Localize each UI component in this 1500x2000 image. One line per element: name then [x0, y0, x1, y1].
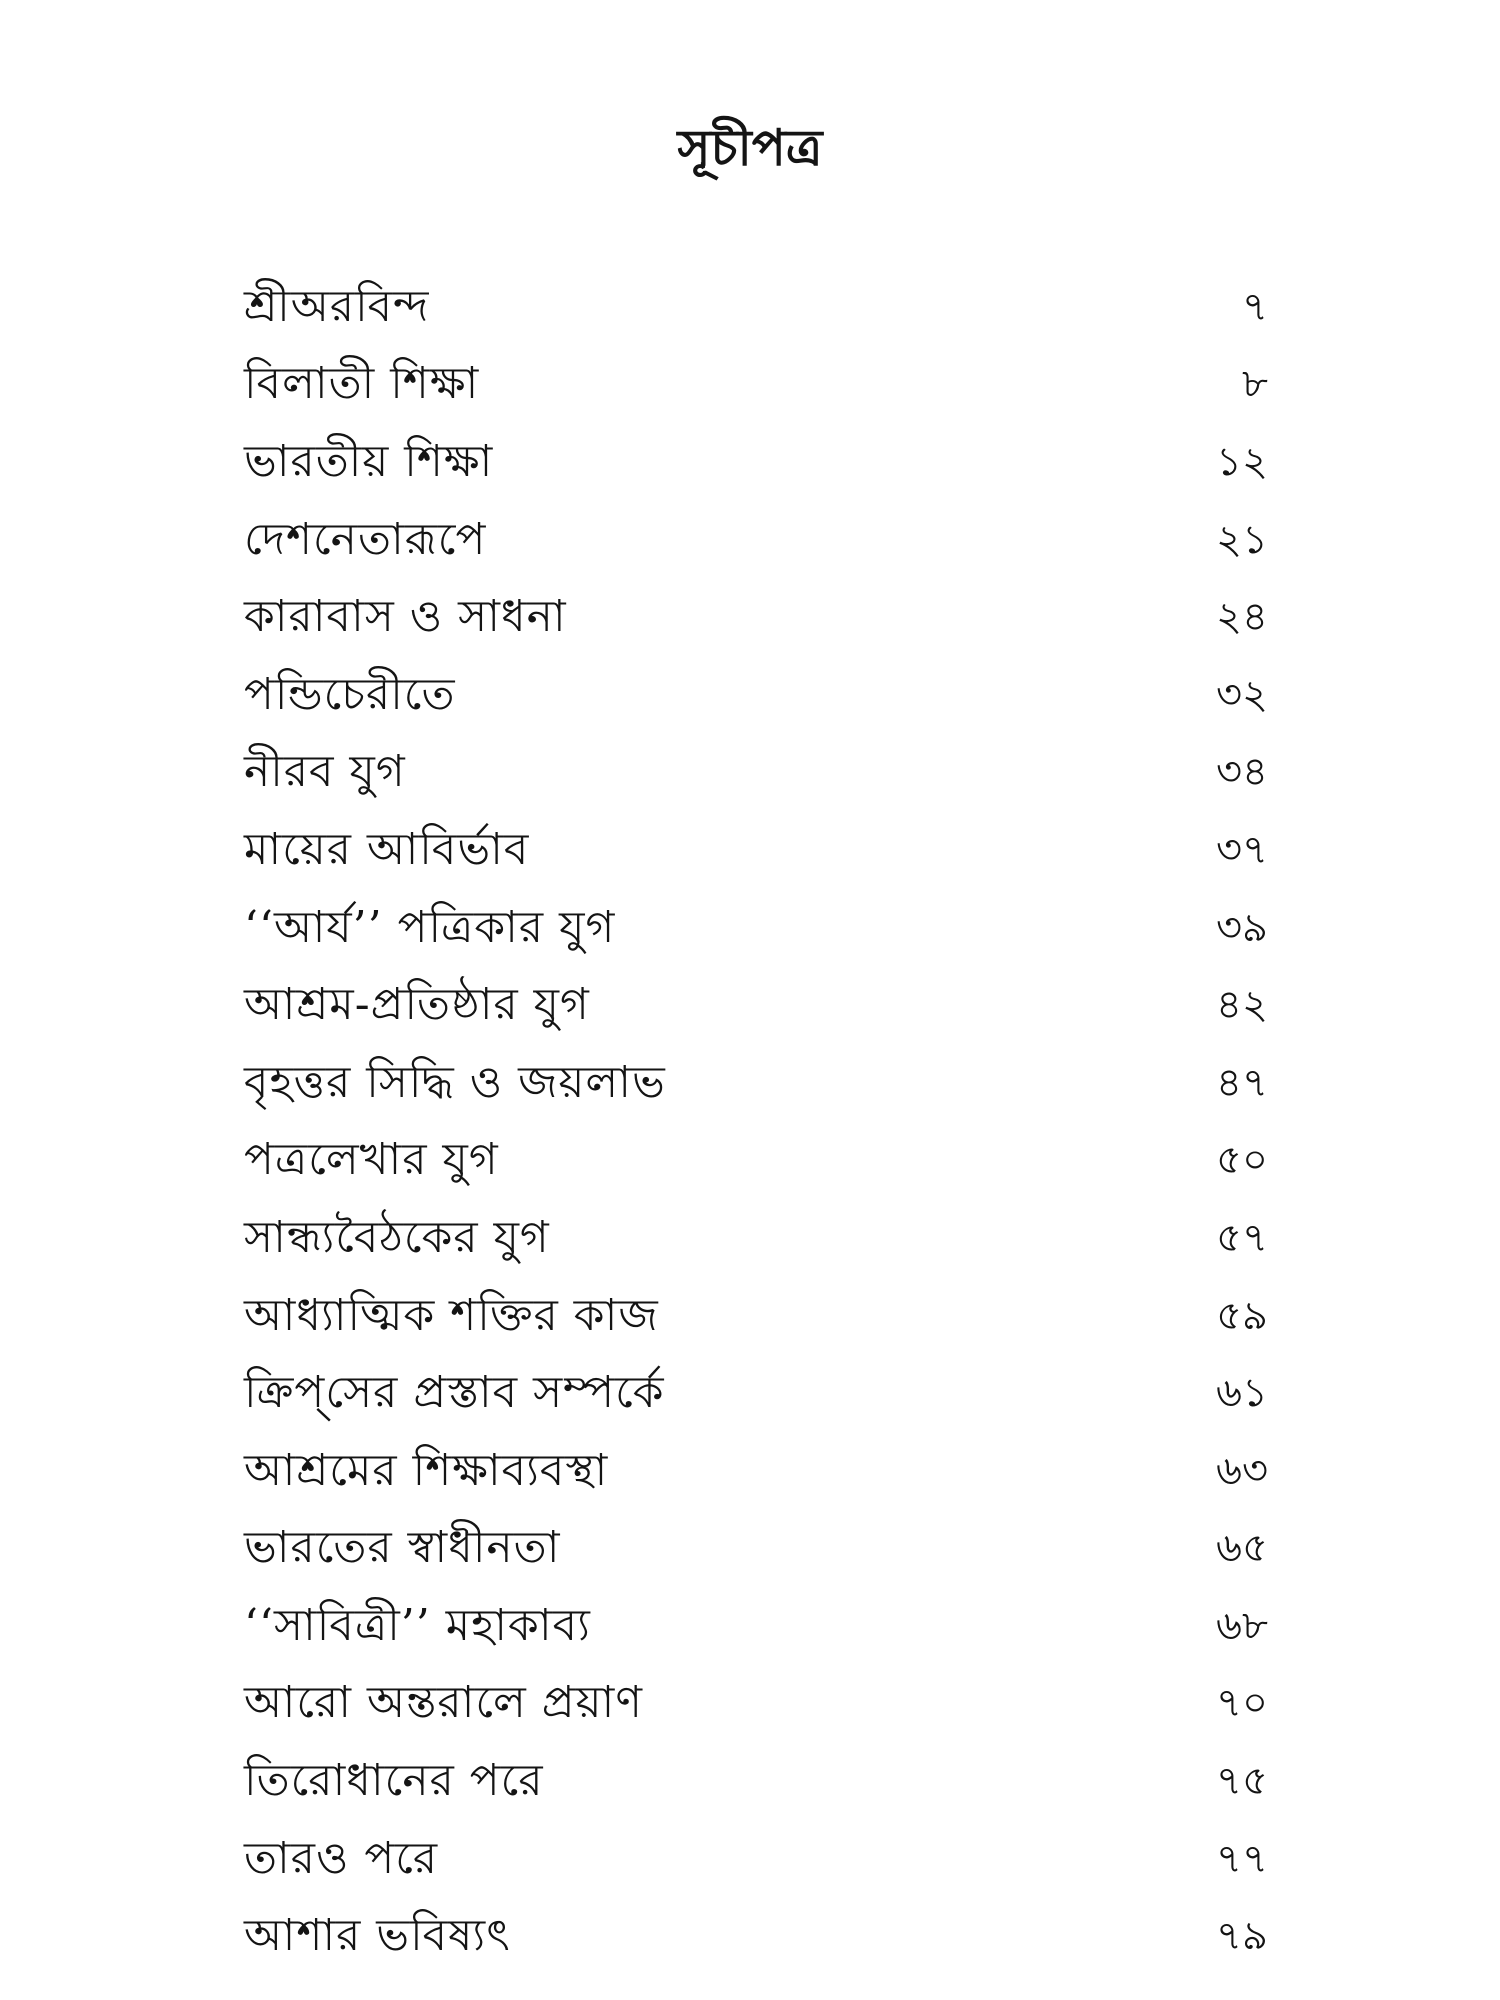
- toc-entry: [244, 1897, 1280, 1975]
- toc-entry: [244, 423, 1280, 501]
- toc-entry: [244, 1199, 1280, 1277]
- toc-entry: [244, 501, 1280, 579]
- toc-entry-page: ৫০: [1216, 1137, 1268, 1184]
- toc-entry-page: ৬৫: [1216, 1525, 1268, 1572]
- toc-entry: [244, 811, 1280, 889]
- toc-entry-title: তিরোধানের পরে: [244, 1755, 544, 1807]
- toc-entry-page: ৬১: [1216, 1370, 1268, 1417]
- toc-entry-title: আরো অন্তরালে প্রয়াণ: [244, 1677, 643, 1729]
- toc-entry-page: ৭৯: [1216, 1913, 1268, 1960]
- toc-entry-title: আশার ভবিষ্যৎ: [244, 1910, 511, 1962]
- toc-entry-title: নীরব যুগ: [244, 746, 406, 798]
- toc-entry-page: ৫৭: [1216, 1214, 1268, 1261]
- toc-entry-page: ৭০: [1215, 1680, 1268, 1727]
- toc-entry-page: ৩২: [1215, 671, 1268, 718]
- page-title: সূচীপত্র: [677, 118, 823, 177]
- toc-entry-page: ৪২: [1216, 982, 1268, 1029]
- toc-entry: [244, 346, 1280, 424]
- toc-entry-title: বিলাতী শিক্ষা: [244, 358, 480, 410]
- toc-entry: [244, 578, 1280, 656]
- toc-entry-title: ‘‘আর্য’’ পত্রিকার যুগ: [244, 901, 616, 953]
- toc-entry-title: দেশনেতারূপে: [244, 513, 487, 565]
- toc-entry-title: কারাবাস ও সাধনা: [244, 591, 567, 643]
- toc-entry-page: ৬৮: [1216, 1602, 1268, 1649]
- toc-entry-page: ৭৫: [1216, 1758, 1268, 1805]
- toc-entry-title: আধ্যাত্মিক শক্তির কাজ: [244, 1289, 659, 1341]
- toc-entry-title: আশ্রমের শিক্ষাব্যবস্থা: [244, 1444, 609, 1496]
- toc-entry-title: ভারতের স্বাধীনতা: [244, 1522, 561, 1574]
- toc-entry-page: ৫৯: [1216, 1292, 1268, 1339]
- toc-entry-title: শ্রীঅরবিন্দ: [244, 280, 430, 332]
- toc-entry-page: ৩৪: [1216, 749, 1268, 796]
- toc-entry-title: তারও পরে: [244, 1832, 439, 1884]
- toc-entry-page: ২১: [1216, 516, 1268, 563]
- toc-entry-title: বৃহত্তর সিদ্ধি ও জয়লাভ: [244, 1056, 666, 1108]
- toc-entry-page: ৩৭: [1215, 826, 1268, 873]
- toc-entry: [244, 1044, 1280, 1122]
- toc-entry-title: মায়ের আবির্ভাব: [244, 823, 530, 875]
- toc-entry-page: ৭৭: [1215, 1835, 1268, 1882]
- toc-entry-page: ১২: [1216, 438, 1268, 485]
- toc-entry-title: ভারতীয় শিক্ষা: [244, 435, 494, 487]
- toc-entry: [244, 1820, 1280, 1898]
- toc-entry: [244, 268, 1280, 346]
- toc-entry-page: ৭: [1241, 283, 1268, 330]
- toc-entry: [244, 1122, 1280, 1200]
- toc-entry-page: ৩৯: [1216, 904, 1268, 951]
- toc-entry-page: ৬৩: [1215, 1447, 1268, 1494]
- toc-entry: [244, 1277, 1280, 1355]
- toc-entry-title: ‘‘সাবিত্রী’’ মহাকাব্য: [244, 1599, 591, 1651]
- toc-entry-title: সান্ধ্যবৈঠকের যুগ: [244, 1211, 550, 1263]
- table-of-contents: [244, 268, 1280, 1975]
- toc-entry: [244, 966, 1280, 1044]
- toc-entry: [244, 1665, 1280, 1743]
- toc-entry-page: ৪৭: [1216, 1059, 1268, 1106]
- toc-entry: [244, 1587, 1280, 1665]
- toc-entry-title: পন্ডিচেরীতে: [244, 668, 456, 720]
- toc-entry-page: ২৪: [1216, 594, 1268, 641]
- toc-entry-page: ৮: [1242, 361, 1268, 408]
- toc-entry: [244, 1510, 1280, 1588]
- toc-entry: [244, 1432, 1280, 1510]
- toc-entry-title: আশ্রম-প্রতিষ্ঠার যুগ: [244, 979, 590, 1031]
- toc-entry: [244, 1354, 1280, 1432]
- toc-entry-title: পত্রলেখার যুগ: [244, 1134, 499, 1186]
- toc-entry: [244, 889, 1280, 967]
- toc-entry: [244, 656, 1280, 734]
- toc-entry: [244, 734, 1280, 812]
- toc-entry: [244, 1742, 1280, 1820]
- toc-entry-title: ক্রিপ্‌সের প্রস্তাব সম্পর্কে: [244, 1367, 665, 1419]
